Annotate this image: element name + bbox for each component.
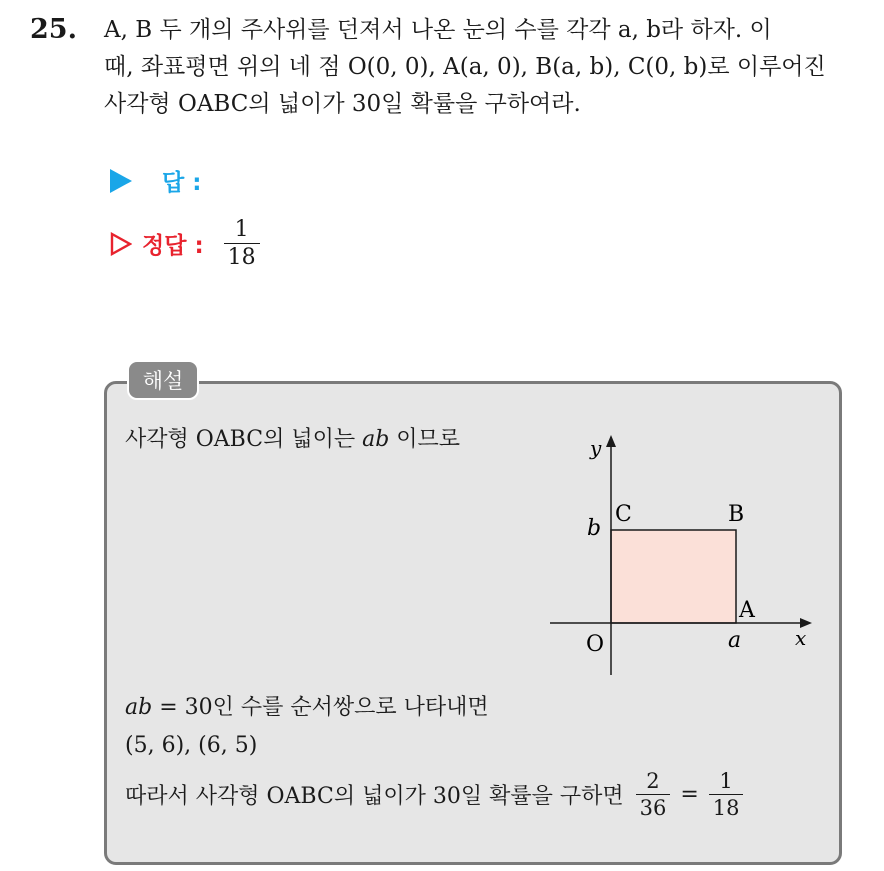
point-b-label: B <box>728 502 745 527</box>
tick-b-label: b <box>587 516 602 541</box>
tick-a-label: a <box>728 628 742 653</box>
solution-tag: 해설 <box>127 360 199 400</box>
fraction-2-36 <box>636 770 671 819</box>
fraction-1-18 <box>709 770 744 819</box>
answer-label: 답 : <box>162 170 202 196</box>
solution-line-1-post: 이므로 <box>389 427 461 452</box>
fraction-2-36-denominator: 36 <box>636 794 671 819</box>
y-axis-arrow-icon <box>606 435 616 447</box>
correct-answer-numerator: 1 <box>234 217 249 242</box>
solution-line-3: (5, 6), (6, 5) <box>125 733 258 758</box>
coordinate-figure <box>540 425 820 680</box>
point-c-label: C <box>615 502 632 527</box>
point-a-label: A <box>739 598 755 623</box>
correct-answer-label: 정답 : <box>142 233 204 260</box>
solution-line-1-pre: 사각형 OABC의 넓이는 <box>125 427 363 452</box>
solution-line-4 <box>125 770 743 819</box>
equals-sign: = <box>680 782 699 808</box>
solution-line-1 <box>125 422 460 453</box>
solution-line-2-var: ab <box>125 695 153 720</box>
fraction-1-18-numerator: 1 <box>719 769 733 793</box>
question-line-2: 때, 좌표평면 위의 네 점 O(0, 0), A(a, 0), B(a, b), C(0, b)로 이루어진 <box>104 54 826 80</box>
question-text <box>104 12 864 123</box>
origin-label: O <box>586 632 605 657</box>
correct-answer-row <box>110 218 260 269</box>
question-line-1: A, B 두 개의 주사위를 던져서 나온 눈의 수를 각각 a, b라 하자. 이 <box>104 17 772 43</box>
y-axis-label: y <box>590 436 602 460</box>
rectangle-oabc <box>611 530 736 623</box>
x-axis-label: x <box>795 626 807 650</box>
solution-line-1-var: ab <box>362 427 390 452</box>
outline-triangle-icon <box>110 232 132 256</box>
solution-line-2 <box>125 690 489 721</box>
solution-line-2-post: = 30인 수를 순서쌍으로 나타내면 <box>152 695 489 720</box>
question-number: 25. <box>30 14 77 45</box>
correct-answer-denominator: 18 <box>224 243 260 269</box>
fraction-2-36-numerator: 2 <box>646 769 660 793</box>
fraction-1-18-denominator: 18 <box>709 794 744 819</box>
play-triangle-icon <box>110 169 132 193</box>
question-line-3: 사각형 OABC의 넓이가 30일 확률을 구하여라. <box>104 91 581 117</box>
solution-line-4-text: 따라서 사각형 OABC의 넓이가 30일 확률을 구하면 <box>125 784 624 810</box>
correct-answer-fraction <box>224 218 260 269</box>
answer-row <box>110 164 201 197</box>
